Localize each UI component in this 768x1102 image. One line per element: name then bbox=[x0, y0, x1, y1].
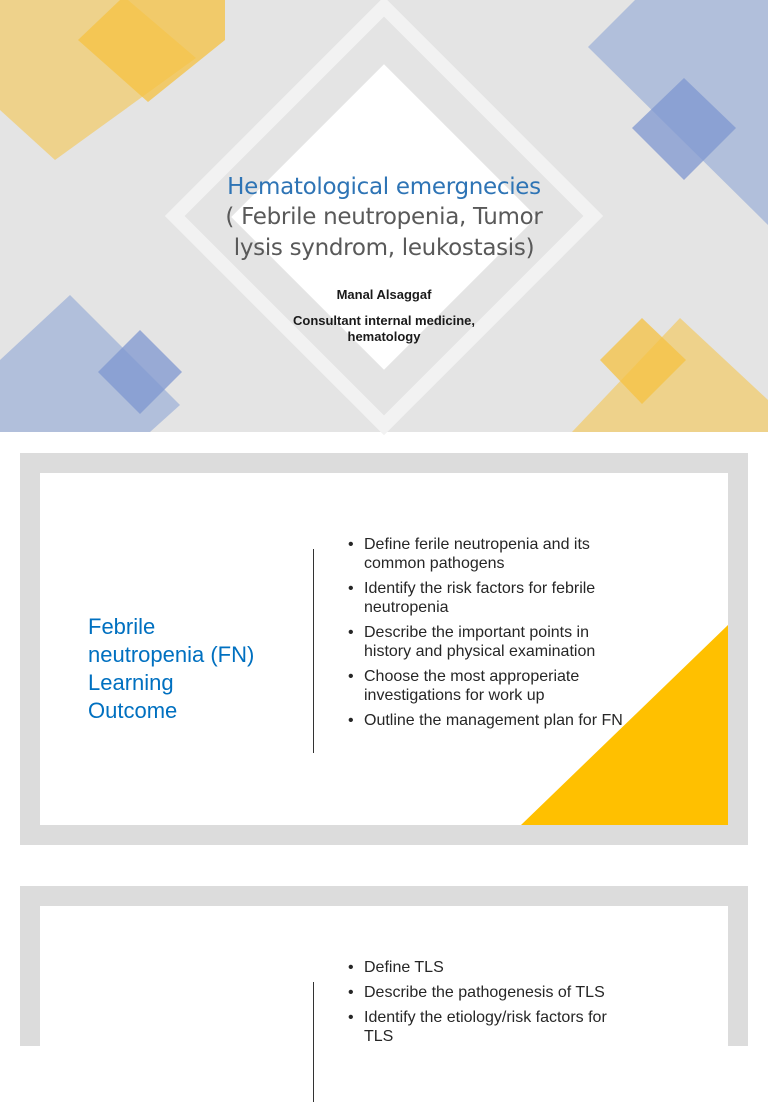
list-item-text: Define TLS bbox=[364, 959, 444, 976]
role-line: hematology bbox=[347, 329, 421, 344]
heading-line: neutropenia (FN) bbox=[88, 642, 255, 667]
list-item-text: Choose the most approperiate investigations for work up bbox=[364, 668, 580, 704]
outcome-list bbox=[348, 958, 638, 1052]
list-item bbox=[348, 958, 638, 977]
list-item bbox=[348, 667, 638, 705]
bullet-icon: • bbox=[348, 959, 354, 976]
list-item bbox=[348, 983, 638, 1002]
title-slide bbox=[0, 0, 768, 432]
heading-line: Outcome bbox=[88, 698, 178, 723]
author-name: Manal Alsaggaf bbox=[336, 287, 432, 302]
bullet-icon: • bbox=[348, 1009, 354, 1026]
learning-outcome-slide-fn bbox=[20, 453, 748, 845]
list-item-text: Describe the pathogenesis of TLS bbox=[364, 984, 605, 1001]
slide-heading bbox=[88, 613, 278, 725]
slide-panel bbox=[40, 473, 728, 825]
bullet-icon: • bbox=[348, 984, 354, 1001]
heading-line: Learning bbox=[88, 670, 174, 695]
role-line: Consultant internal medicine, bbox=[292, 313, 476, 328]
list-item bbox=[348, 1008, 638, 1046]
vertical-divider bbox=[313, 549, 314, 753]
list-item bbox=[348, 535, 638, 573]
author-role bbox=[270, 313, 498, 345]
bullet-icon: • bbox=[348, 712, 354, 729]
list-item bbox=[348, 623, 638, 661]
slide-subtitle bbox=[150, 202, 618, 264]
subtitle-line: lysis syndrom, leukostasis) bbox=[233, 235, 535, 261]
list-item-text: Describe the important points in history and physical examination bbox=[364, 624, 596, 660]
learning-outcome-slide-tls bbox=[20, 886, 748, 1046]
heading-line: Febrile bbox=[88, 614, 156, 639]
list-item-text: Define ferile neutropenia and its common pathogens bbox=[364, 536, 590, 572]
list-item bbox=[348, 711, 638, 730]
outcome-list bbox=[348, 535, 638, 736]
bullet-icon: • bbox=[348, 536, 354, 553]
subtitle-line: ( Febrile neutropenia, Tumor bbox=[225, 204, 543, 230]
bullet-icon: • bbox=[348, 668, 354, 685]
bullet-icon: • bbox=[348, 624, 354, 641]
bullet-icon: • bbox=[348, 580, 354, 597]
slide-panel bbox=[40, 906, 728, 1066]
slide-title: Hematological emergnecies bbox=[227, 174, 541, 200]
list-item bbox=[348, 579, 638, 617]
list-item-text: Outline the management plan for FN bbox=[364, 712, 623, 729]
list-item-text: Identify the risk factors for febrile neutropenia bbox=[364, 580, 596, 616]
list-item-text: Identify the etiology/risk factors for TLS bbox=[364, 1009, 607, 1045]
vertical-divider bbox=[313, 982, 314, 1102]
